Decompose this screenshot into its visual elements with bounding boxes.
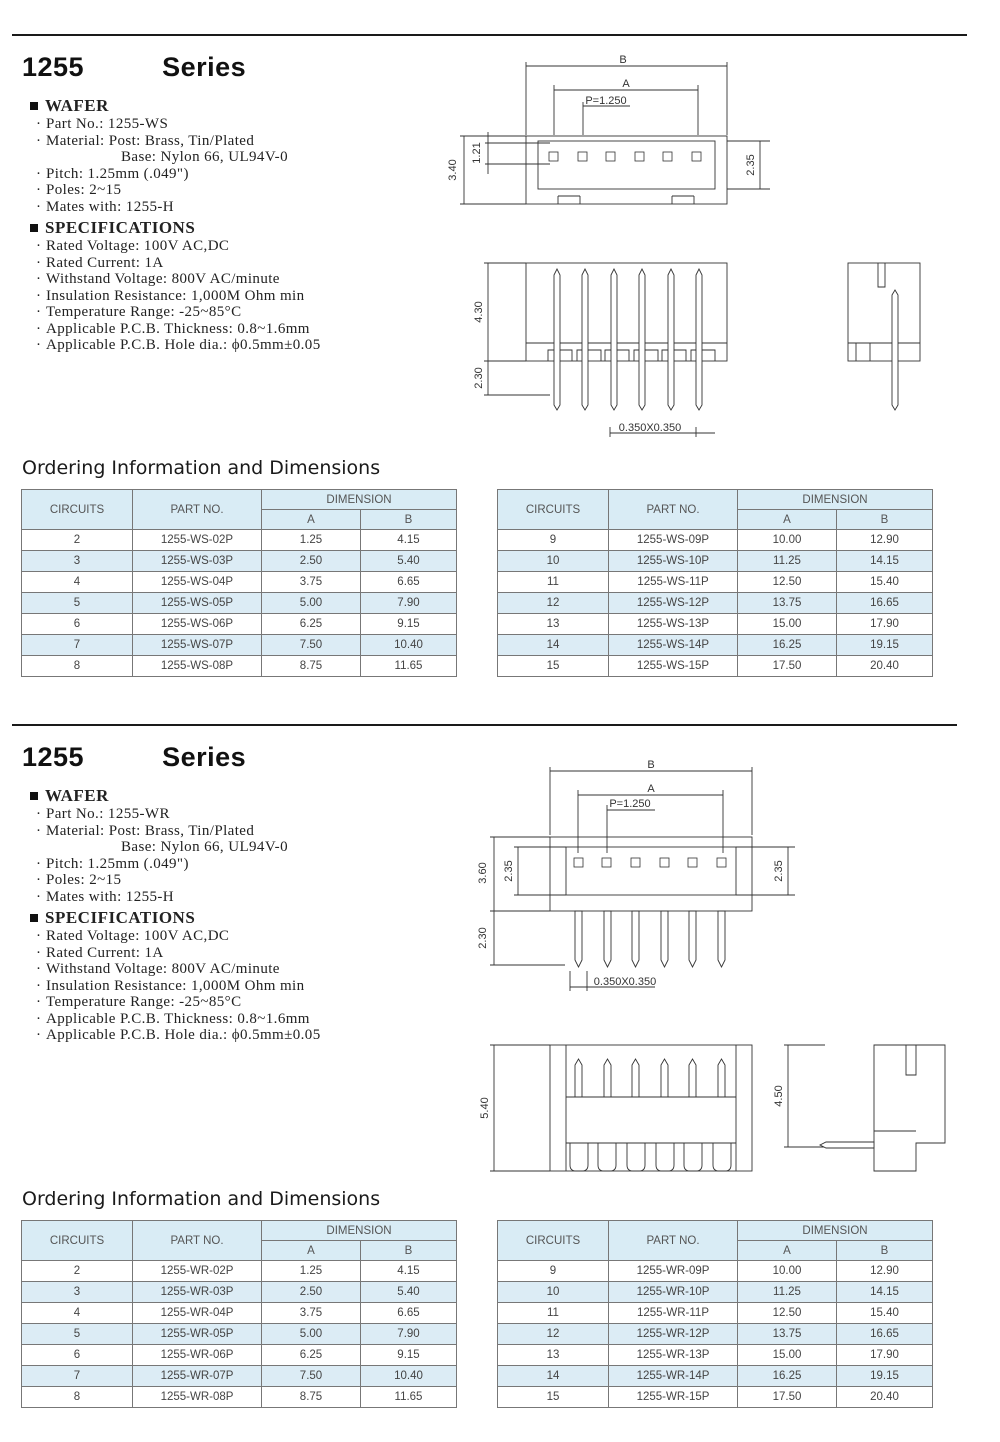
table-row <box>498 1282 933 1303</box>
table-row <box>498 1261 933 1282</box>
table-row <box>22 635 457 656</box>
spec-item: · Temperature Range: -25~85°C <box>36 994 242 1010</box>
cell-circuits: 9 <box>498 530 609 551</box>
cell-circuits: 7 <box>22 1366 133 1387</box>
cell-dim-a: 3.75 <box>262 572 361 593</box>
col-b-header: B <box>837 510 933 530</box>
cell-circuits: 12 <box>498 1324 609 1345</box>
table-row <box>498 1345 933 1366</box>
ordering-table-left <box>21 489 457 677</box>
wafer-item: · Material: Post: Brass, Tin/Plated <box>36 822 255 839</box>
cell-dim-a: 12.50 <box>738 1303 837 1324</box>
table-row <box>498 572 933 593</box>
wafer-wr-front-view-drawing <box>470 1035 960 1180</box>
cell-part-no: 1255-WS-07P <box>133 635 262 656</box>
cell-dim-a: 13.75 <box>738 1324 837 1345</box>
cell-circuits: 10 <box>498 551 609 572</box>
cell-circuits: 4 <box>22 572 133 593</box>
table-row <box>498 1324 933 1345</box>
spec-item: · Insulation Resistance: 1,000M Ohm min <box>36 977 305 994</box>
svg-text:3.60: 3.60 <box>477 862 489 884</box>
col-dimension-header: DIMENSION <box>262 1221 457 1241</box>
table-row <box>22 1261 457 1282</box>
cell-circuits: 11 <box>498 572 609 593</box>
cell-circuits: 6 <box>22 1345 133 1366</box>
svg-text:1.21: 1.21 <box>471 142 483 164</box>
table-row <box>22 1303 457 1324</box>
wafer-item: · Poles: 2~15 <box>36 182 122 198</box>
spec-item: · Temperature Range: -25~85°C <box>36 304 242 320</box>
svg-text:B: B <box>619 54 627 66</box>
col-circuits-header: CIRCUITS <box>22 1221 133 1261</box>
cell-dim-a: 10.00 <box>738 1261 837 1282</box>
ordering-table-left <box>21 1220 457 1408</box>
cell-dim-a: 10.00 <box>738 530 837 551</box>
section-divider-rule <box>12 724 957 726</box>
spec-heading: SPECIFICATIONS <box>30 907 321 928</box>
bullet-square-icon <box>30 224 38 232</box>
cell-part-no: 1255-WR-14P <box>609 1366 738 1387</box>
cell-circuits: 9 <box>498 1261 609 1282</box>
wafer-spec-block <box>30 785 321 1044</box>
spec-item: · Withstand Voltage: 800V AC/minute <box>36 271 280 287</box>
cell-dim-a: 7.50 <box>262 635 361 656</box>
col-a-header: A <box>738 1241 837 1261</box>
wafer-item: · Part No.: 1255-WR <box>36 806 170 822</box>
cell-dim-b: 4.15 <box>361 1261 457 1282</box>
table-row <box>498 656 933 677</box>
wafer-item: · Pitch: 1.25mm (.049") <box>36 165 189 182</box>
svg-text:0.350X0.350: 0.350X0.350 <box>593 976 657 988</box>
cell-dim-a: 6.25 <box>262 1345 361 1366</box>
cell-part-no: 1255-WS-15P <box>609 656 738 677</box>
spec-item: · Applicable P.C.B. Hole dia.: ϕ0.5mm±0.05 <box>36 337 321 353</box>
spec-item: · Applicable P.C.B. Thickness: 0.8~1.6mm <box>36 1010 310 1027</box>
cell-dim-b: 5.40 <box>361 1282 457 1303</box>
cell-dim-b: 12.90 <box>837 1261 933 1282</box>
wafer-item: · Mates with: 1255-H <box>36 888 175 905</box>
spec-item: · Applicable P.C.B. Hole dia.: ϕ0.5mm±0.05 <box>36 1027 321 1043</box>
cell-dim-b: 14.15 <box>837 1282 933 1303</box>
cell-dim-a: 15.00 <box>738 1345 837 1366</box>
cell-part-no: 1255-WR-09P <box>609 1261 738 1282</box>
svg-text:2.35: 2.35 <box>503 860 515 882</box>
cell-dim-b: 20.40 <box>837 656 933 677</box>
cell-part-no: 1255-WS-09P <box>609 530 738 551</box>
cell-dim-b: 5.40 <box>361 551 457 572</box>
col-circuits-header: CIRCUITS <box>498 490 609 530</box>
col-part-no-header: PART NO. <box>609 1221 738 1261</box>
wafer-spec-block <box>30 95 321 354</box>
cell-dim-a: 11.25 <box>738 1282 837 1303</box>
cell-dim-a: 6.25 <box>262 614 361 635</box>
bullet-square-icon <box>30 102 38 110</box>
table-row <box>22 656 457 677</box>
cell-circuits: 5 <box>22 593 133 614</box>
table-row <box>22 614 457 635</box>
col-b-header: B <box>837 1241 933 1261</box>
table-row <box>498 1303 933 1324</box>
cell-dim-b: 16.65 <box>837 593 933 614</box>
cell-circuits: 12 <box>498 593 609 614</box>
cell-dim-a: 16.25 <box>738 635 837 656</box>
cell-circuits: 15 <box>498 656 609 677</box>
table-row <box>22 1324 457 1345</box>
svg-text:5.40: 5.40 <box>479 1097 491 1119</box>
ordering-title: Ordering Information and Dimensions <box>22 1188 381 1210</box>
svg-text:2.30: 2.30 <box>477 927 489 949</box>
cell-part-no: 1255-WS-13P <box>609 614 738 635</box>
cell-dim-b: 4.15 <box>361 530 457 551</box>
svg-text:4.50: 4.50 <box>773 1085 785 1107</box>
col-circuits-header: CIRCUITS <box>498 1221 609 1261</box>
cell-dim-b: 11.65 <box>361 1387 457 1408</box>
spec-item: · Rated Current: 1A <box>36 944 164 961</box>
cell-part-no: 1255-WS-14P <box>609 635 738 656</box>
cell-circuits: 8 <box>22 1387 133 1408</box>
cell-circuits: 14 <box>498 635 609 656</box>
cell-part-no: 1255-WR-04P <box>133 1303 262 1324</box>
cell-dim-b: 12.90 <box>837 530 933 551</box>
cell-dim-b: 7.90 <box>361 1324 457 1345</box>
svg-text:B: B <box>647 759 655 771</box>
cell-part-no: 1255-WS-03P <box>133 551 262 572</box>
cell-circuits: 4 <box>22 1303 133 1324</box>
table-row <box>22 1387 457 1408</box>
table-row <box>498 1387 933 1408</box>
cell-part-no: 1255-WR-05P <box>133 1324 262 1345</box>
cell-dim-a: 17.50 <box>738 656 837 677</box>
wafer-heading: WAFER <box>30 95 321 116</box>
spec-item: · Rated Current: 1A <box>36 254 164 271</box>
col-a-header: A <box>262 1241 361 1261</box>
cell-dim-a: 16.25 <box>738 1366 837 1387</box>
col-part-no-header: PART NO. <box>133 490 262 530</box>
cell-dim-b: 14.15 <box>837 551 933 572</box>
cell-part-no: 1255-WR-10P <box>609 1282 738 1303</box>
cell-circuits: 5 <box>22 1324 133 1345</box>
cell-part-no: 1255-WS-06P <box>133 614 262 635</box>
cell-dim-b: 6.65 <box>361 572 457 593</box>
table-row <box>498 614 933 635</box>
col-a-header: A <box>738 510 837 530</box>
col-circuits-header: CIRCUITS <box>22 490 133 530</box>
svg-text:P=1.250: P=1.250 <box>609 798 651 810</box>
cell-dim-b: 16.65 <box>837 1324 933 1345</box>
cell-circuits: 14 <box>498 1366 609 1387</box>
spec-item: · Withstand Voltage: 800V AC/minute <box>36 961 280 977</box>
cell-circuits: 8 <box>22 656 133 677</box>
wafer-item: Base: Nylon 66, UL94V-0 <box>121 149 288 165</box>
col-part-no-header: PART NO. <box>133 1221 262 1261</box>
cell-dim-b: 10.40 <box>361 1366 457 1387</box>
cell-dim-b: 15.40 <box>837 572 933 593</box>
cell-part-no: 1255-WR-11P <box>609 1303 738 1324</box>
cell-dim-b: 17.90 <box>837 614 933 635</box>
svg-text:2.30: 2.30 <box>473 367 485 389</box>
cell-dim-b: 20.40 <box>837 1387 933 1408</box>
cell-dim-a: 11.25 <box>738 551 837 572</box>
col-b-header: B <box>361 510 457 530</box>
table-row <box>22 530 457 551</box>
series-title: 1255 Series <box>22 52 247 82</box>
cell-part-no: 1255-WR-12P <box>609 1324 738 1345</box>
series-title: 1255 Series <box>22 742 247 772</box>
cell-dim-a: 1.25 <box>262 1261 361 1282</box>
cell-part-no: 1255-WS-04P <box>133 572 262 593</box>
cell-dim-b: 6.65 <box>361 1303 457 1324</box>
table-row <box>22 1366 457 1387</box>
wafer-ws-front-view-drawing <box>460 255 940 445</box>
svg-text:A: A <box>622 78 630 90</box>
svg-text:2.35: 2.35 <box>745 154 757 176</box>
ordering-title: Ordering Information and Dimensions <box>22 457 381 479</box>
cell-dim-b: 11.65 <box>361 656 457 677</box>
col-a-header: A <box>262 510 361 530</box>
cell-circuits: 2 <box>22 530 133 551</box>
cell-part-no: 1255-WS-08P <box>133 656 262 677</box>
table-row <box>498 530 933 551</box>
table-row <box>22 1282 457 1303</box>
cell-part-no: 1255-WS-12P <box>609 593 738 614</box>
ordering-table-right <box>497 489 933 677</box>
cell-dim-b: 19.15 <box>837 1366 933 1387</box>
cell-dim-b: 9.15 <box>361 614 457 635</box>
cell-circuits: 7 <box>22 635 133 656</box>
table-row <box>498 1366 933 1387</box>
col-dimension-header: DIMENSION <box>738 1221 933 1241</box>
col-dimension-header: DIMENSION <box>738 490 933 510</box>
cell-circuits: 15 <box>498 1387 609 1408</box>
wafer-item: · Poles: 2~15 <box>36 872 122 888</box>
cell-dim-b: 9.15 <box>361 1345 457 1366</box>
cell-part-no: 1255-WR-13P <box>609 1345 738 1366</box>
table-row <box>22 593 457 614</box>
svg-text:2.35: 2.35 <box>773 860 785 882</box>
cell-dim-a: 15.00 <box>738 614 837 635</box>
cell-dim-b: 15.40 <box>837 1303 933 1324</box>
cell-dim-b: 10.40 <box>361 635 457 656</box>
cell-circuits: 2 <box>22 1261 133 1282</box>
svg-text:A: A <box>647 783 655 795</box>
cell-dim-a: 2.50 <box>262 1282 361 1303</box>
table-row <box>22 1345 457 1366</box>
wafer-item: · Mates with: 1255-H <box>36 198 175 215</box>
cell-part-no: 1255-WR-08P <box>133 1387 262 1408</box>
table-row <box>498 635 933 656</box>
cell-circuits: 11 <box>498 1303 609 1324</box>
table-row <box>22 551 457 572</box>
cell-part-no: 1255-WS-11P <box>609 572 738 593</box>
cell-dim-a: 5.00 <box>262 1324 361 1345</box>
cell-circuits: 13 <box>498 1345 609 1366</box>
table-row <box>498 593 933 614</box>
col-part-no-header: PART NO. <box>609 490 738 530</box>
cell-part-no: 1255-WR-06P <box>133 1345 262 1366</box>
cell-dim-a: 1.25 <box>262 530 361 551</box>
cell-dim-a: 3.75 <box>262 1303 361 1324</box>
spec-item: · Applicable P.C.B. Thickness: 0.8~1.6mm <box>36 320 310 337</box>
cell-dim-b: 7.90 <box>361 593 457 614</box>
ordering-table-right <box>497 1220 933 1408</box>
cell-circuits: 3 <box>22 551 133 572</box>
svg-text:0.350X0.350: 0.350X0.350 <box>618 422 682 434</box>
bullet-square-icon <box>30 914 38 922</box>
cell-circuits: 10 <box>498 1282 609 1303</box>
cell-dim-a: 8.75 <box>262 1387 361 1408</box>
spec-heading: SPECIFICATIONS <box>30 217 321 238</box>
wafer-item: Base: Nylon 66, UL94V-0 <box>121 839 288 855</box>
spec-item: · Rated Voltage: 100V AC,DC <box>36 238 230 254</box>
cell-circuits: 6 <box>22 614 133 635</box>
col-b-header: B <box>361 1241 457 1261</box>
table-row <box>498 551 933 572</box>
top-rule <box>12 34 967 36</box>
wafer-wr-top-view-drawing <box>470 755 810 995</box>
cell-dim-a: 12.50 <box>738 572 837 593</box>
svg-text:P=1.250: P=1.250 <box>585 95 627 107</box>
wafer-item: · Material: Post: Brass, Tin/Plated <box>36 132 255 149</box>
wafer-item: · Part No.: 1255-WS <box>36 116 169 132</box>
cell-dim-a: 7.50 <box>262 1366 361 1387</box>
cell-dim-a: 13.75 <box>738 593 837 614</box>
spec-item: · Rated Voltage: 100V AC,DC <box>36 928 230 944</box>
cell-part-no: 1255-WR-02P <box>133 1261 262 1282</box>
table-row <box>22 572 457 593</box>
cell-circuits: 3 <box>22 1282 133 1303</box>
cell-part-no: 1255-WS-10P <box>609 551 738 572</box>
cell-dim-a: 5.00 <box>262 593 361 614</box>
cell-part-no: 1255-WS-05P <box>133 593 262 614</box>
spec-item: · Insulation Resistance: 1,000M Ohm min <box>36 287 305 304</box>
svg-text:3.40: 3.40 <box>447 159 459 181</box>
svg-text:4.30: 4.30 <box>473 301 485 323</box>
cell-part-no: 1255-WR-15P <box>609 1387 738 1408</box>
cell-part-no: 1255-WR-03P <box>133 1282 262 1303</box>
cell-dim-a: 2.50 <box>262 551 361 572</box>
wafer-heading: WAFER <box>30 785 321 806</box>
wafer-ws-top-view-drawing <box>440 50 780 220</box>
bullet-square-icon <box>30 792 38 800</box>
cell-dim-b: 19.15 <box>837 635 933 656</box>
wafer-item: · Pitch: 1.25mm (.049") <box>36 855 189 872</box>
cell-dim-b: 17.90 <box>837 1345 933 1366</box>
cell-part-no: 1255-WR-07P <box>133 1366 262 1387</box>
cell-dim-a: 8.75 <box>262 656 361 677</box>
cell-circuits: 13 <box>498 614 609 635</box>
cell-dim-a: 17.50 <box>738 1387 837 1408</box>
col-dimension-header: DIMENSION <box>262 490 457 510</box>
cell-part-no: 1255-WS-02P <box>133 530 262 551</box>
